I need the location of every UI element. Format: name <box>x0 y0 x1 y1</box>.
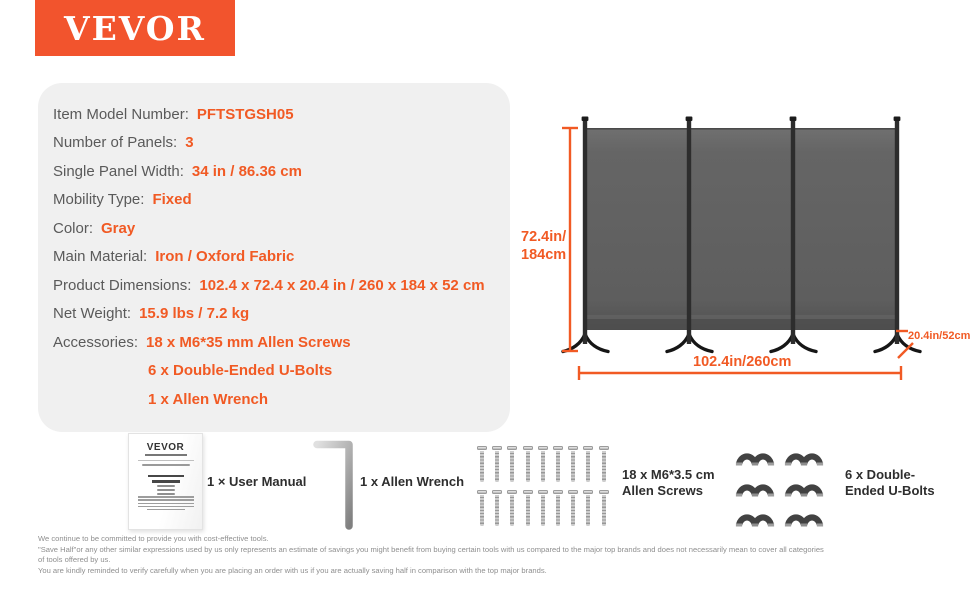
u-bolt-icon <box>784 504 824 528</box>
screw-shaft <box>586 495 590 526</box>
spec-label: Product Dimensions: <box>53 276 192 294</box>
spec-row-weight <box>53 300 510 329</box>
u-bolt-icon <box>784 443 824 467</box>
user-manual-label: 1 × User Manual <box>207 474 307 489</box>
allen-screws-label-line1: 18 x M6*3.5 cm <box>622 467 715 482</box>
spec-row-panels <box>53 129 510 158</box>
disclaimer-line: You are kindly reminded to verify carefully when you are placing an order with us if you are actually saving half in comparison with the top major brands. <box>38 566 547 576</box>
spec-value: 34 in / 86.36 cm <box>191 162 302 180</box>
screw-icon <box>507 446 517 483</box>
screw-shaft <box>495 495 499 526</box>
u-bolt-icon <box>735 474 775 498</box>
screw-shaft <box>510 495 514 526</box>
user-manual-graphic <box>128 433 203 530</box>
manual-text-bar <box>142 464 190 466</box>
disclaimer-line: "Save Half"or any other similar expressions used by us only represents an estimate of savings you might benefit from buying certain tools with us compared to the major top brands and does not necessarily mean to cover all categories <box>38 544 824 554</box>
screw-icon <box>568 446 578 483</box>
screw-icon <box>538 446 548 483</box>
screw-shaft <box>526 495 530 526</box>
screw-icon <box>492 446 502 483</box>
spec-value: 18 x M6*35 mm Allen Screws <box>146 333 351 351</box>
spec-row-mobility <box>53 186 510 215</box>
spec-value: 3 <box>185 134 194 152</box>
screw-shaft <box>541 451 545 482</box>
screw-head <box>553 446 563 450</box>
screw-icon <box>568 490 578 527</box>
height-dimension-label-cm: 184cm <box>521 247 567 263</box>
screw-head <box>538 490 548 494</box>
vevor-logo-text: VEVOR <box>64 8 206 48</box>
screw-shaft <box>602 451 606 482</box>
screw-shaft <box>541 495 545 526</box>
spec-value: PFTSTGSH05 <box>196 105 294 123</box>
screw-icon <box>553 446 563 483</box>
manual-paragraph-bar <box>138 503 194 504</box>
screw-shaft <box>510 451 514 482</box>
u-bolts-graphic <box>735 443 831 528</box>
allen-wrench-graphic <box>311 439 357 531</box>
u-bolts-label-line2: Ended U-Bolts <box>845 482 935 498</box>
manual-paragraph-bar <box>138 496 194 497</box>
spec-row-color <box>53 214 510 243</box>
screw-shaft <box>556 495 560 526</box>
spec-label: Main Material: <box>53 248 148 266</box>
screw-head <box>507 446 517 450</box>
room-divider-illustration <box>510 108 970 390</box>
spec-label: Single Panel Width: <box>53 162 184 180</box>
u-bolt-icon <box>735 504 775 528</box>
screw-icon <box>599 446 609 483</box>
screw-shaft <box>480 451 484 482</box>
screw-head <box>599 446 609 450</box>
screw-shaft <box>556 451 560 482</box>
screw-shaft <box>571 451 575 482</box>
spec-label: Mobility Type: <box>53 191 145 209</box>
screw-head <box>477 490 487 494</box>
screw-head <box>492 490 502 494</box>
manual-paragraph-bar <box>147 509 185 510</box>
spec-row-model <box>53 100 510 129</box>
spec-row-accessories <box>53 328 510 357</box>
disclaimer-line: of tools offered by us. <box>38 555 111 565</box>
width-dimension-label: 102.4in/260cm <box>693 354 792 370</box>
screw-shaft <box>602 495 606 526</box>
disclaimer-line: We continue to be committed to provide you with cost-effective tools. <box>38 534 269 543</box>
manual-model-bar <box>157 493 175 495</box>
disclaimer-text <box>38 534 824 577</box>
spec-value: 102.4 x 72.4 x 20.4 in / 260 x 184 x 52 cm <box>199 276 485 294</box>
manual-tagline-bar <box>145 454 187 456</box>
manual-rule <box>138 460 194 461</box>
u-bolts-label-line1: 6 x Double- <box>845 467 916 482</box>
allen-screws-label-line2: Allen Screws <box>622 482 703 498</box>
allen-wrench-label: 1 x Allen Wrench <box>360 474 465 489</box>
screw-icon <box>507 490 517 527</box>
screw-head <box>568 490 578 494</box>
u-bolt-icon <box>735 443 775 467</box>
spec-label: Accessories: <box>53 333 139 351</box>
screw-shaft <box>586 451 590 482</box>
screw-head <box>568 446 578 450</box>
spec-value: Iron / Oxford Fabric <box>155 248 295 266</box>
u-bolt-icon <box>784 474 824 498</box>
manual-paragraph-bar <box>138 499 194 500</box>
spec-accessories-extra-2: 1 x Allen Wrench <box>148 390 269 408</box>
spec-label: Number of Panels: <box>53 134 178 152</box>
screw-icon <box>523 446 533 483</box>
screw-head <box>507 490 517 494</box>
spec-label: Color: <box>53 219 94 237</box>
screw-icon <box>538 490 548 527</box>
screw-head <box>523 490 533 494</box>
manual-title-bar <box>148 475 184 478</box>
manual-model-bar <box>157 489 175 491</box>
spec-row-material <box>53 243 510 272</box>
screw-head <box>523 446 533 450</box>
screw-head <box>553 490 563 494</box>
allen-screws-graphic <box>477 446 618 527</box>
screw-icon <box>477 446 487 483</box>
screw-icon <box>583 446 593 483</box>
depth-dimension-label: 20.4in/52cm <box>908 330 970 342</box>
spec-panel <box>38 83 510 432</box>
screw-head <box>477 446 487 450</box>
manual-subtitle-bar <box>152 480 180 483</box>
screw-head <box>583 490 593 494</box>
room-divider-diagram <box>510 108 970 390</box>
screw-shaft <box>495 451 499 482</box>
screw-shaft <box>480 495 484 526</box>
spec-value: 15.9 lbs / 7.2 kg <box>139 305 250 323</box>
screw-icon <box>492 490 502 527</box>
allen-screws-label <box>622 467 715 498</box>
spec-value: Gray <box>101 219 136 237</box>
screw-icon <box>553 490 563 527</box>
screw-head <box>583 446 593 450</box>
screw-head <box>599 490 609 494</box>
screw-icon <box>583 490 593 527</box>
height-dimension-label-in: 72.4in/ <box>521 229 567 245</box>
manual-model-bar <box>157 485 175 487</box>
manual-paragraph-bar <box>138 506 194 507</box>
screw-icon <box>599 490 609 527</box>
spec-row-dimensions <box>53 271 510 300</box>
screw-icon <box>523 490 533 527</box>
u-bolts-label <box>845 467 935 498</box>
screw-head <box>538 446 548 450</box>
spec-label: Item Model Number: <box>53 105 189 123</box>
screw-shaft <box>571 495 575 526</box>
manual-brand-text: VEVOR <box>146 442 185 453</box>
spec-label: Net Weight: <box>53 305 132 323</box>
vevor-logo <box>35 0 235 56</box>
screw-icon <box>477 490 487 527</box>
spec-row-panel-width <box>53 157 510 186</box>
spec-accessories-extra-1: 6 x Double-Ended U-Bolts <box>148 362 333 380</box>
spec-value: Fixed <box>152 191 192 209</box>
screw-head <box>492 446 502 450</box>
screw-shaft <box>526 451 530 482</box>
